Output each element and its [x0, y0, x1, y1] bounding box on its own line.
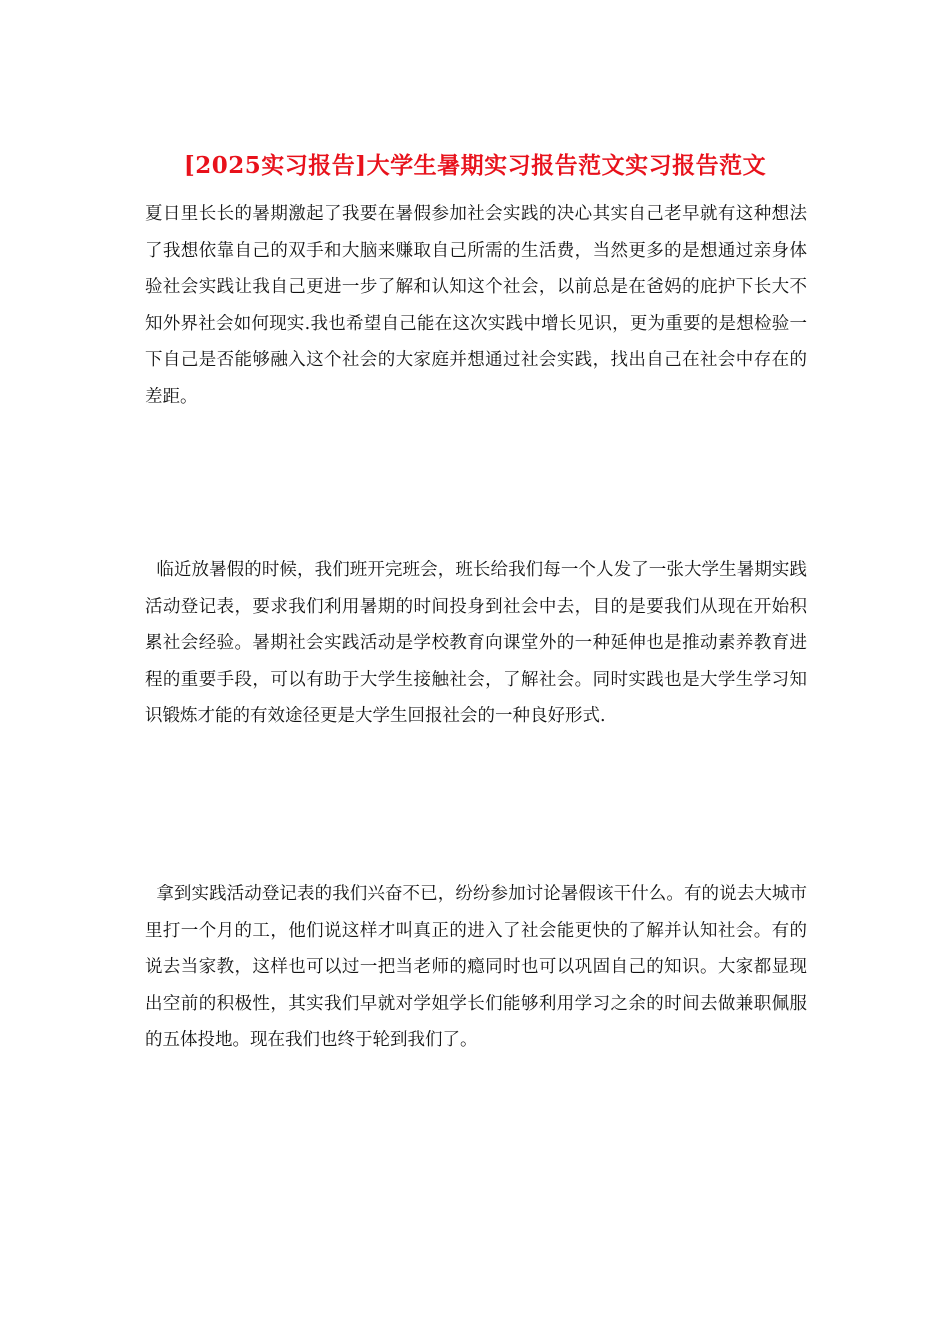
- paragraph-3: 拿到实践活动登记表的我们兴奋不已，纷纷参加讨论暑假该干什么。有的说去大城市里打一个月的工，他们说这样才叫真正的进入了社会能更快的了解并认知社会。有的说去当家教，这样也可以过一把当老师的瘾同时也可以巩固自己的知识。大家都显现出空前的积极性，其实我们早就对学姐学长们能够利用学习之余的时间去做兼职佩服的五体投地。现在我们也终于轮到我们了。: [145, 884, 807, 1051]
- page-title: [2025实习报告]大学生暑期实习报告范文实习报告范文: [183, 152, 767, 179]
- paragraph-2: 临近放暑假的时候，我们班开完班会，班长给我们每一个人发了一张大学生暑期实践活动登记表，要求我们利用暑期的时间投身到社会中去，目的是要我们从现在开始积累社会经验。暑期社会实践活动是学校教育向课堂外的一种延伸也是推动素养教育进程的重要手段，可以有助于大学生接触社会，了解社会。同时实践也是大学生学习知识锻炼才能的有效途径更是大学生回报社会的一种良好形式.: [145, 560, 807, 727]
- paragraph-1: 夏日里长长的暑期激起了我要在暑假参加社会实践的决心其实自己老早就有这种想法了我想依靠自己的双手和大脑来赚取自己所需的生活费，当然更多的是想通过亲身体验社会实践让我自己更进一步了解和认知这个社会，以前总是在爸妈的庇护下长大不知外界社会如何现实.我也希望自己能在这次实践中增长见识，更为重要的是想检验一下自己是否能够融入这个社会的大家庭并想通过社会实践，找出自己在社会中存在的差距。: [145, 204, 807, 407]
